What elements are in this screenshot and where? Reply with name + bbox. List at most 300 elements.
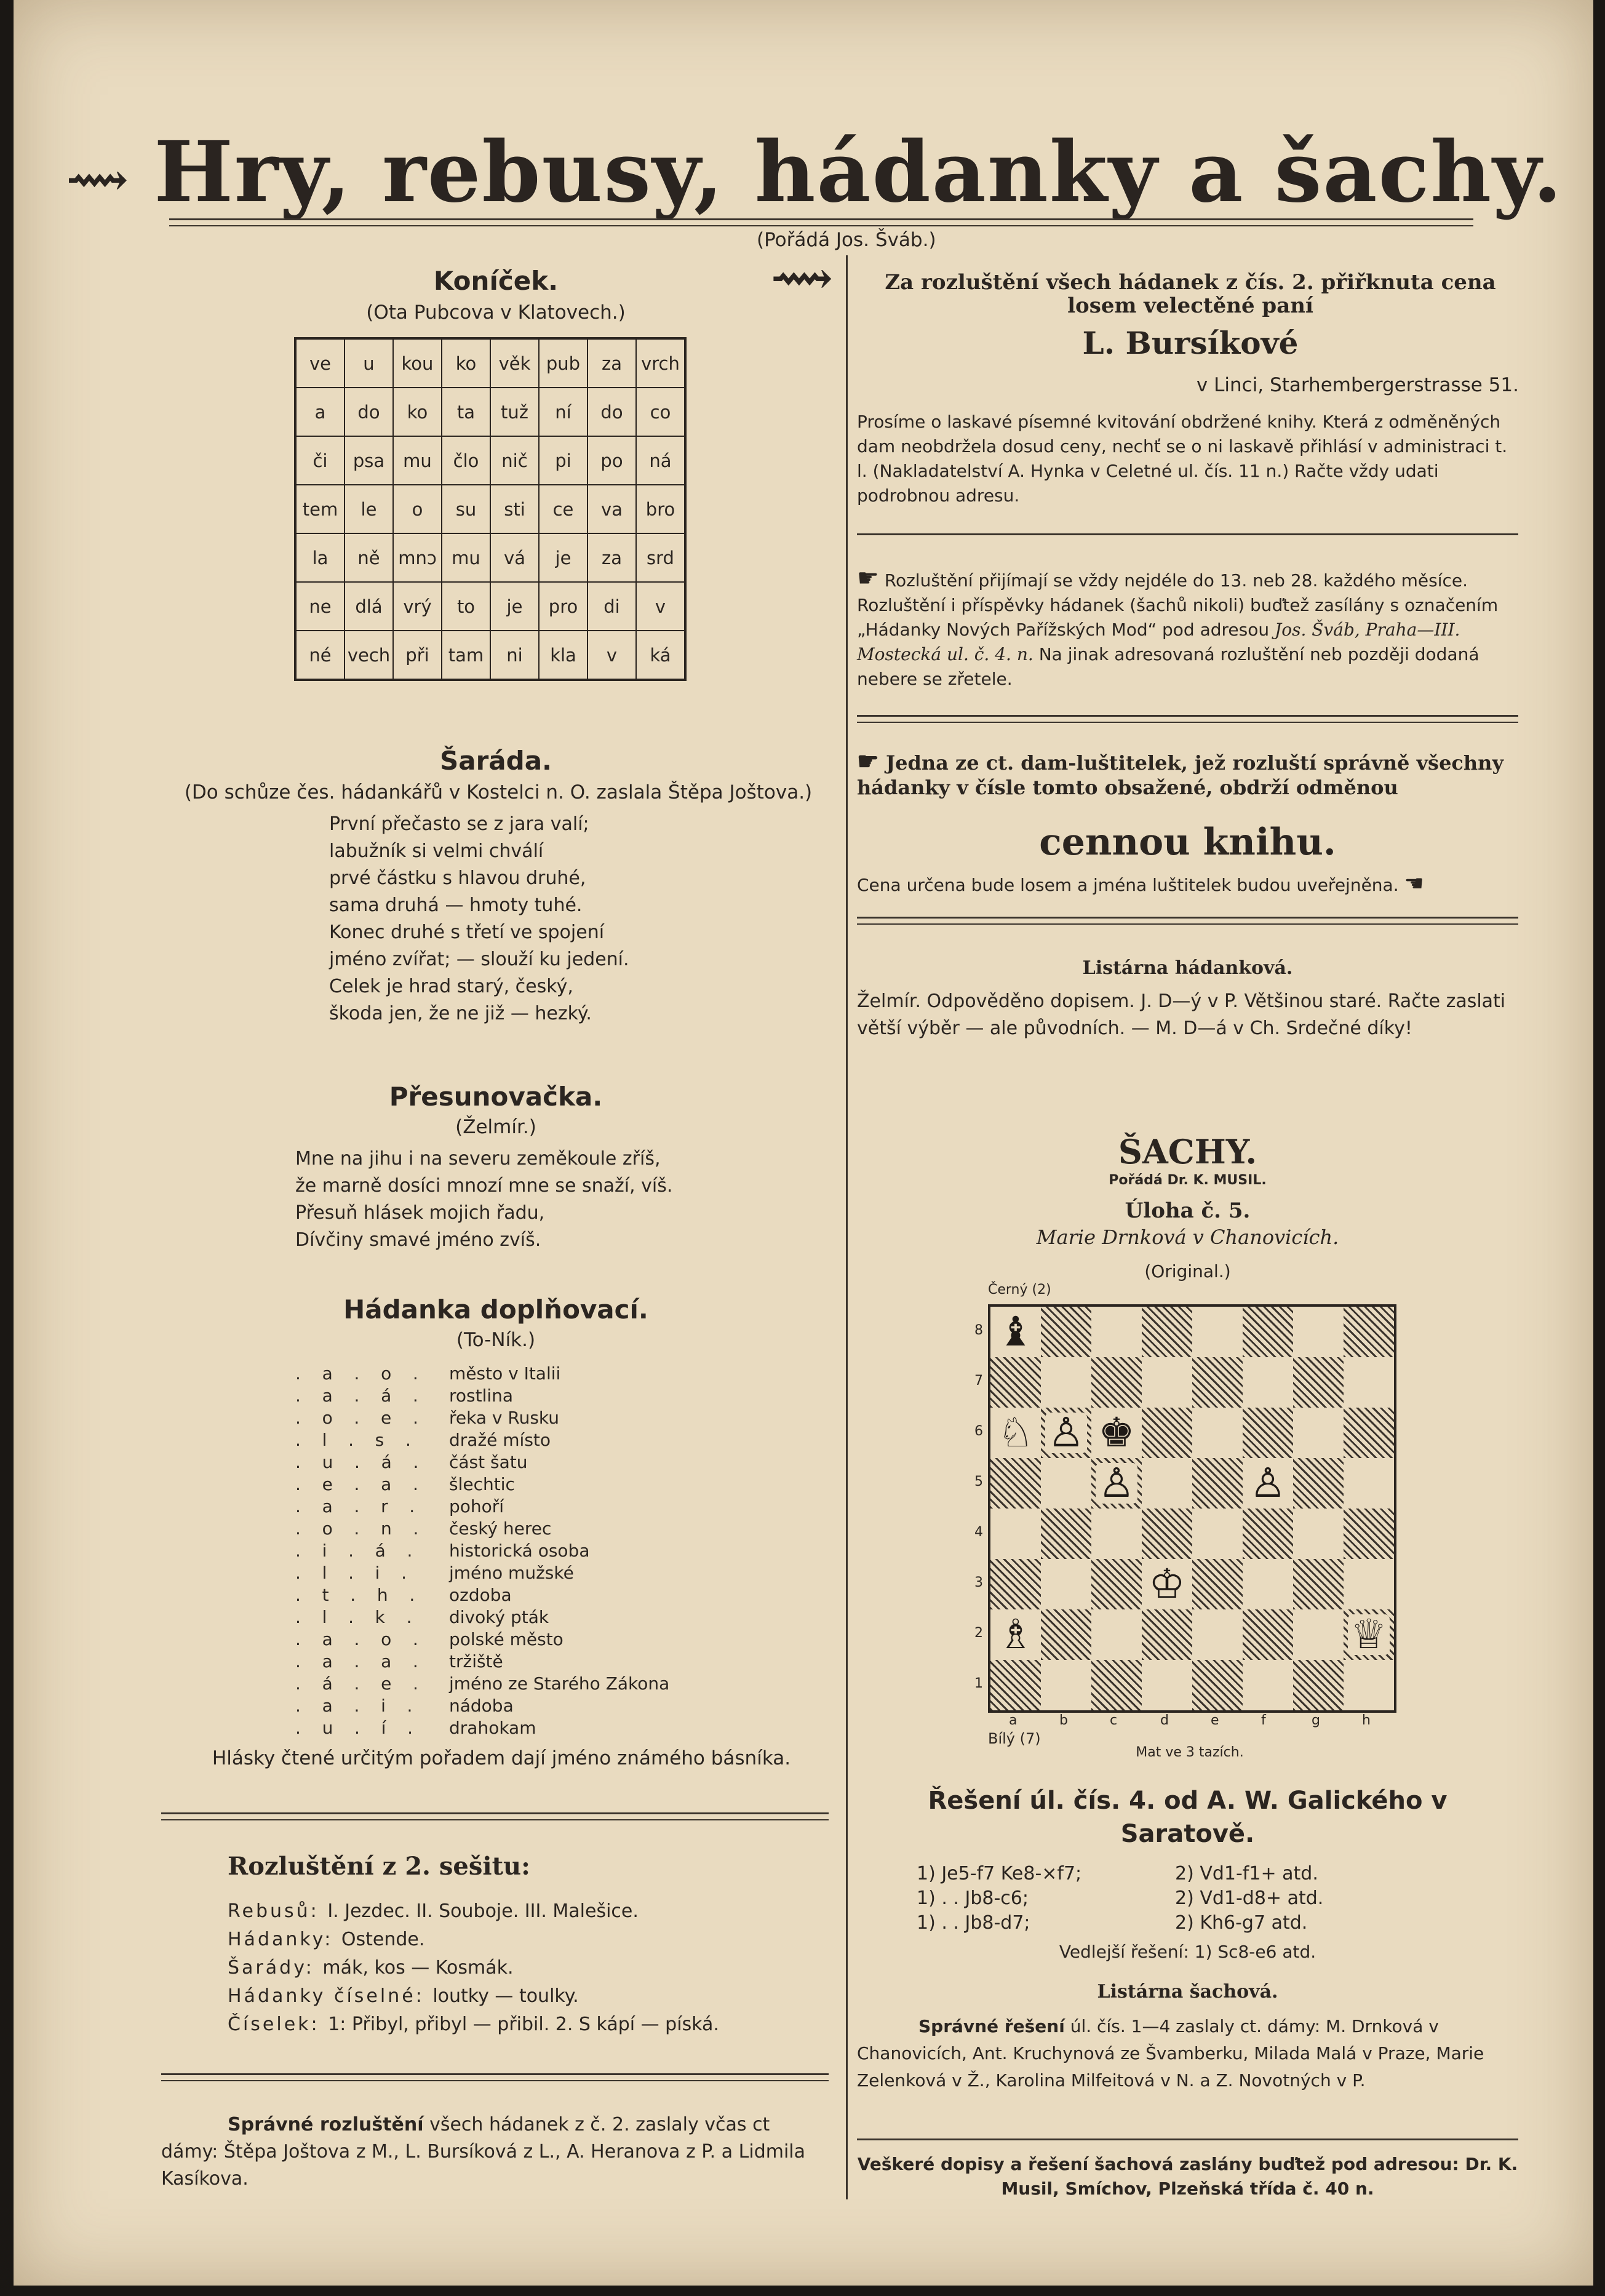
poem-line: Celek je hrad starý, český, <box>329 976 573 997</box>
prize-text: Prosíme o laskavé písemné kvitování obdržené knihy. Která z odměněných dam neobdržela dosud ceny, nechť se o ni laskavě přihlásí v administraci t. l. (Nakladatelství A. Hynka v Celetné ul. čís. 11 n.) Račte vždy udati podrobnou adresu. <box>857 412 1508 506</box>
prize-address: v Linci, Starhembergerstrasse 51. <box>1196 374 1519 396</box>
piece-glyph: ♙ <box>1045 1413 1086 1453</box>
column-divider <box>846 255 848 2199</box>
square-b5 <box>1041 1458 1091 1509</box>
grid-cell: ně <box>344 533 393 582</box>
square-e7 <box>1192 1357 1243 1408</box>
square-d2 <box>1142 1609 1192 1660</box>
definition: šlechtic <box>449 1474 515 1494</box>
pattern: . e . a . <box>295 1474 420 1494</box>
pattern: . a . á . <box>295 1385 420 1406</box>
square-g7 <box>1293 1357 1344 1408</box>
poem-line: Dívčiny smavé jméno zvíš. <box>295 1229 541 1251</box>
solution-label: Číselek: <box>228 2014 329 2035</box>
definition: rostlina <box>449 1385 514 1406</box>
chess-piece <box>1091 1458 1142 1509</box>
pattern: . u . á . <box>295 1452 420 1472</box>
list-item <box>295 1385 787 1408</box>
grid-cell: ní <box>539 388 587 436</box>
square-b7 <box>1041 1357 1091 1408</box>
square-h7 <box>1344 1357 1394 1408</box>
grid-cell: vech <box>344 631 393 680</box>
square-d6 <box>1142 1408 1192 1458</box>
chess-piece <box>1243 1458 1293 1509</box>
doplnovaci-title: Hádanka doplňovací. <box>343 1294 648 1325</box>
pattern: . a . a . <box>295 1651 420 1672</box>
rank-label: 2 <box>974 1625 983 1641</box>
square-a1 <box>990 1660 1041 1710</box>
solution-text: Ostende. <box>341 1929 425 1950</box>
pattern: . o . n . <box>295 1518 420 1539</box>
square-g5 <box>1293 1458 1344 1509</box>
square-h8 <box>1344 1307 1394 1357</box>
chess-white-label: Bílý (7) <box>988 1730 1041 1747</box>
list-item <box>295 1651 787 1673</box>
pattern: . a . r . <box>295 1496 416 1517</box>
pattern: . a . o . <box>295 1363 420 1384</box>
grid-cell: člo <box>442 436 490 485</box>
grid-cell: pi <box>539 436 587 485</box>
grid-cell: či <box>295 436 344 485</box>
left-rule-1 <box>161 1812 829 1820</box>
pattern: . t . h . <box>295 1585 416 1605</box>
move-b: 2) Kh6-g7 atd. <box>1175 1912 1308 1934</box>
file-label: e <box>1211 1713 1219 1728</box>
prize-name: L. Bursíkové <box>1082 325 1299 361</box>
chess-original: (Original.) <box>1144 1261 1231 1282</box>
grid-cell: su <box>442 485 490 533</box>
grid-cell: le <box>344 485 393 533</box>
grid-cell: va <box>587 485 636 533</box>
solution-title: Řešení úl. čís. 4. od A. W. Galického v Saratově. <box>928 1787 1448 1848</box>
list-item <box>295 1474 787 1496</box>
chess-correct <box>857 2013 1518 2094</box>
grid-cell: mnɔ <box>393 533 442 582</box>
square-c5 <box>1091 1458 1142 1509</box>
square-g6 <box>1293 1408 1344 1458</box>
correct-solvers <box>161 2111 819 2193</box>
chess-title: ŠACHY. <box>1118 1132 1257 1171</box>
solution-label: Hádanky: <box>228 1929 341 1950</box>
grid-cell: kou <box>393 338 442 388</box>
square-c2 <box>1091 1609 1142 1660</box>
listarna-text: Želmír. Odpověděno dopisem. J. D—ý v P. Většinou staré. Račte zaslati větší výběr — ale původních. — M. D—á v Ch. Srdečné díky! <box>857 991 1506 1039</box>
solution-text: loutky — toulky. <box>432 1985 579 2007</box>
piece-glyph: ♙ <box>1247 1463 1288 1504</box>
file-label: b <box>1059 1713 1068 1728</box>
pointing-hand-icon: ☛ <box>857 564 879 592</box>
definition: drahokam <box>449 1718 536 1738</box>
reward <box>857 749 1518 800</box>
chess-piece <box>990 1307 1041 1357</box>
poem-line: Přesuň hlásek mojich řadu, <box>295 1202 545 1224</box>
square-f6 <box>1243 1408 1293 1458</box>
move-a: 1) . . Jb8-c6; <box>917 1887 1029 1909</box>
rank-label: 7 <box>974 1373 983 1389</box>
pattern: . a . o . <box>295 1629 420 1649</box>
grid-cell: o <box>393 485 442 533</box>
square-f4 <box>1243 1509 1293 1559</box>
definition: tržiště <box>449 1651 503 1672</box>
piece-glyph: ♔ <box>1146 1564 1187 1604</box>
definition: město v Italii <box>449 1363 561 1384</box>
sarada-author: (Do schůze čes. hádankářů v Kostelci n. O. zaslala Štěpa Joštova.) <box>184 781 813 803</box>
square-h1 <box>1344 1660 1394 1710</box>
presunovacka-title: Přesunovačka. <box>389 1082 603 1112</box>
file-label: f <box>1261 1713 1266 1728</box>
list-item <box>295 1518 787 1541</box>
definition: pohoří <box>449 1496 504 1517</box>
right-rule-2 <box>857 715 1518 723</box>
definition: divoký pták <box>449 1607 549 1627</box>
square-f2 <box>1243 1609 1293 1660</box>
sarada-poem <box>329 811 629 1027</box>
poem-line: prvé částku s hlavou druhé, <box>329 867 586 889</box>
solution-line <box>228 1897 719 1926</box>
chess-piece <box>990 1609 1041 1660</box>
list-item <box>295 1696 787 1718</box>
grid-cell: né <box>295 631 344 680</box>
grid-row <box>295 388 685 436</box>
solution-text: 1: Přibyl, přibyl — přibil. 2. S kápí — píská. <box>328 2014 719 2035</box>
grid-cell: vrý <box>393 582 442 631</box>
correct-text: všech hádanek z č. 2. zaslaly včas ct dámy: Štěpa Joštova z M., L. Bursíková z L., A. Heranova z P. a Lidmila Kasíkova. <box>161 2114 806 2190</box>
piece-glyph: ♚ <box>1096 1413 1137 1453</box>
konicek-grid <box>294 337 687 681</box>
definition: historická osoba <box>449 1541 590 1561</box>
grid-cell: sti <box>490 485 539 533</box>
solution-label: Šarády: <box>228 1957 323 1979</box>
square-d3 <box>1142 1559 1192 1609</box>
file-label: g <box>1312 1713 1320 1728</box>
piece-glyph: ♙ <box>1096 1463 1137 1504</box>
pattern: . l . s . <box>295 1430 412 1450</box>
reward-note-text: Cena určena bude losem a jména luštitelek budou uveřejněna. <box>857 875 1399 895</box>
list-item <box>295 1673 787 1696</box>
chess-by: Pořádá Dr. K. MUSIL. <box>1109 1173 1267 1188</box>
square-e4 <box>1192 1509 1243 1559</box>
chess-correct-text: úl. čís. 1—4 zaslaly ct. dámy: M. Drnková v Chanovicích, Ant. Kruchynová ze Švamberku, Milada Malá v Praze, Marie Zelenková v Ž., Karolina Milfeitová v N. a Z. Novotných v P. <box>857 2016 1484 2091</box>
square-c1 <box>1091 1660 1142 1710</box>
square-e8 <box>1192 1307 1243 1357</box>
notice-text-2: Na jinak adresovaná rozluštění neb později dodaná nebere se zřetele. <box>857 644 1480 689</box>
poem-line: jméno zvířat; — slouží ku jedení. <box>329 949 629 970</box>
file-label: a <box>1009 1713 1018 1728</box>
piece-glyph: ♗ <box>995 1614 1036 1655</box>
solution-line <box>228 2011 719 2039</box>
chess-mate: Mat ve 3 tazích. <box>1136 1745 1244 1760</box>
grid-cell: mu <box>442 533 490 582</box>
piece-glyph: ♝ <box>995 1312 1036 1352</box>
grid-cell: tam <box>442 631 490 680</box>
grid-cell: ta <box>442 388 490 436</box>
file-label: d <box>1160 1713 1169 1728</box>
grid-cell: u <box>344 338 393 388</box>
chess-piece <box>1344 1609 1394 1660</box>
right-rule-1 <box>857 533 1518 535</box>
square-b1 <box>1041 1660 1091 1710</box>
square-a7 <box>990 1357 1041 1408</box>
square-d1 <box>1142 1660 1192 1710</box>
list-item <box>295 1563 787 1585</box>
piece-glyph: ♕ <box>1348 1614 1389 1655</box>
square-f8 <box>1243 1307 1293 1357</box>
listarna-title: Listárna hádanková. <box>1082 957 1293 979</box>
definition: nádoba <box>449 1696 514 1716</box>
square-g8 <box>1293 1307 1344 1357</box>
pointing-hand-icon-2: ☛ <box>857 747 879 776</box>
list-item <box>295 1496 787 1518</box>
right-rule-4 <box>857 2139 1518 2140</box>
move-row <box>917 1912 1409 1937</box>
square-g2 <box>1293 1609 1344 1660</box>
poem-line: že marně dosíci mnozí mne se snaží, víš. <box>295 1175 673 1197</box>
grid-cell: tuž <box>490 388 539 436</box>
grid-cell: je <box>490 582 539 631</box>
definition: jméno mužské <box>449 1563 574 1583</box>
grid-cell: ni <box>490 631 539 680</box>
list-item <box>295 1718 787 1740</box>
square-a5 <box>990 1458 1041 1509</box>
right-rule-3 <box>857 917 1518 925</box>
grid-cell: za <box>587 533 636 582</box>
grid-row <box>295 436 685 485</box>
square-d5 <box>1142 1458 1192 1509</box>
subtitle: (Pořádá Jos. Šváb.) <box>757 229 936 251</box>
square-f3 <box>1243 1559 1293 1609</box>
poem-line: První přečasto se z jara valí; <box>329 813 589 835</box>
rank-label: 8 <box>974 1323 983 1338</box>
solution-line <box>228 1926 719 1954</box>
grid-cell: dlá <box>344 582 393 631</box>
grid-cell: za <box>587 338 636 388</box>
konicek-title: Koníček. <box>433 266 559 296</box>
list-item <box>295 1408 787 1430</box>
square-d7 <box>1142 1357 1192 1408</box>
move-row <box>917 1863 1409 1887</box>
chess-piece <box>1041 1408 1091 1458</box>
grid-cell: ne <box>295 582 344 631</box>
solution-label: Rebusů: <box>228 1900 328 1922</box>
square-e5 <box>1192 1458 1243 1509</box>
square-e3 <box>1192 1559 1243 1609</box>
pattern: . a . i . <box>295 1696 414 1716</box>
chess-board <box>988 1304 1396 1713</box>
square-f5 <box>1243 1458 1293 1509</box>
poem-line: Konec druhé s třetí ve spojení <box>329 922 605 943</box>
square-c3 <box>1091 1559 1142 1609</box>
list-item <box>295 1607 787 1629</box>
rank-label: 5 <box>974 1474 983 1489</box>
square-c6 <box>1091 1408 1142 1458</box>
doplnovaci-list <box>295 1363 787 1740</box>
chess-piece <box>990 1408 1041 1458</box>
square-g4 <box>1293 1509 1344 1559</box>
file-label: h <box>1362 1713 1371 1728</box>
poem-line: sama druhá — hmoty tuhé. <box>329 895 583 916</box>
move-b: 2) Vd1-d8+ atd. <box>1175 1887 1324 1909</box>
list-item <box>295 1452 787 1474</box>
list-item <box>295 1430 787 1452</box>
square-h6 <box>1344 1408 1394 1458</box>
solution-label: Hádanky číselné: <box>228 1985 433 2007</box>
grid-cell: la <box>295 533 344 582</box>
definition: polské město <box>449 1629 564 1649</box>
rank-label: 4 <box>974 1525 983 1540</box>
rank-label: 3 <box>974 1575 983 1590</box>
grid-cell: bro <box>636 485 685 533</box>
sarada-title: Šaráda. <box>439 746 552 776</box>
grid-cell: a <box>295 388 344 436</box>
square-b8 <box>1041 1307 1091 1357</box>
chess-listarna-title: Listárna šachová. <box>1097 1981 1278 2003</box>
grid-cell: mu <box>393 436 442 485</box>
pattern: . l . k . <box>295 1607 413 1627</box>
square-a3 <box>990 1559 1041 1609</box>
doplnovaci-author: (To-Ník.) <box>456 1329 536 1351</box>
file-label: c <box>1110 1713 1118 1728</box>
left-rule-2 <box>161 2073 829 2081</box>
grid-cell: do <box>587 388 636 436</box>
grid-cell: pub <box>539 338 587 388</box>
grid-row <box>295 338 685 388</box>
square-b2 <box>1041 1609 1091 1660</box>
solution-text: I. Jezdec. II. Souboje. III. Malešice. <box>327 1900 639 1922</box>
grid-cell: v <box>636 582 685 631</box>
square-c8 <box>1091 1307 1142 1357</box>
notice <box>857 566 1518 692</box>
grid-cell: di <box>587 582 636 631</box>
title-rule <box>169 218 1473 226</box>
chess-piece <box>1142 1559 1192 1609</box>
square-c4 <box>1091 1509 1142 1559</box>
prize-line: Za rozluštění všech hádanek z čís. 2. přiřknuta cena losem velectěné paní <box>885 270 1496 318</box>
grid-cell: vá <box>490 533 539 582</box>
square-d8 <box>1142 1307 1192 1357</box>
square-h4 <box>1344 1509 1394 1559</box>
square-b3 <box>1041 1559 1091 1609</box>
grid-cell: věk <box>490 338 539 388</box>
list-item <box>295 1363 787 1385</box>
grid-cell: co <box>636 388 685 436</box>
konicek-author: (Ota Pubcova v Klatovech.) <box>366 301 626 324</box>
list-item <box>295 1629 787 1651</box>
rozlusteni-title: Rozluštění z 2. sešitu: <box>228 1852 530 1881</box>
square-c7 <box>1091 1357 1142 1408</box>
definition: dražé místo <box>449 1430 551 1450</box>
list-item <box>295 1585 787 1607</box>
definition: řeka v Rusku <box>449 1408 560 1428</box>
square-e1 <box>1192 1660 1243 1710</box>
grid-cell: ná <box>636 436 685 485</box>
square-e6 <box>1192 1408 1243 1458</box>
grid-cell: ko <box>442 338 490 388</box>
reward-line: Jedna ze ct. dam-luštitelek, jež rozluští správně všechny hádanky v čísle tomto obsažené, obdrží odměnou <box>857 751 1504 799</box>
square-b6 <box>1041 1408 1091 1458</box>
left-flourish-icon: ⟿ <box>66 153 130 205</box>
correct-label: Správné rozluštění <box>228 2114 424 2135</box>
doplnovaci-note: Hlásky čtené určitým pořadem dají jméno známého básníka. <box>212 1747 791 1769</box>
rank-label: 1 <box>974 1676 983 1691</box>
reward-note <box>857 871 1518 896</box>
square-d4 <box>1142 1509 1192 1559</box>
pattern: . i . á . <box>295 1541 414 1561</box>
pattern: . l . i . <box>295 1563 408 1583</box>
square-a8 <box>990 1307 1041 1357</box>
grid-row <box>295 533 685 582</box>
pointing-hand-icon-3: ☚ <box>1404 871 1424 896</box>
list-item <box>295 1541 787 1563</box>
grid-row <box>295 631 685 680</box>
reward-big: cennou knihu. <box>1039 821 1336 864</box>
grid-cell: do <box>344 388 393 436</box>
square-e2 <box>1192 1609 1243 1660</box>
grid-cell: vrch <box>636 338 685 388</box>
notice-address: Jos. Šváb, Praha—III. Mostecká ul. č. 4. n. <box>857 620 1460 664</box>
poem-line: Mne na jihu i na severu zeměkoule zříš, <box>295 1148 661 1170</box>
poem-line: škoda jen, že ne již — hezký. <box>329 1003 592 1024</box>
pattern: . u . í . <box>295 1718 415 1738</box>
definition: jméno ze Starého Zákona <box>449 1673 670 1694</box>
solution-moves <box>917 1863 1409 1937</box>
square-a4 <box>990 1509 1041 1559</box>
square-f1 <box>1243 1660 1293 1710</box>
square-g1 <box>1293 1660 1344 1710</box>
right-flourish-icon: ⟿ <box>771 252 834 303</box>
move-a: 1) . . Jb8-d7; <box>917 1912 1030 1934</box>
move-a: 1) Je5-f7 Ke8-×f7; <box>917 1863 1082 1884</box>
chess-footer: Veškeré dopisy a řešení šachová zaslány buďtež pod adresou: Dr. K. Musil, Smíchov, Plzeňská třída č. 40 n. <box>857 2154 1518 2199</box>
chess-task: Úloha č. 5. <box>1125 1198 1251 1223</box>
definition: ozdoba <box>449 1585 512 1605</box>
grid-cell: je <box>539 533 587 582</box>
square-a2 <box>990 1609 1041 1660</box>
square-h2 <box>1344 1609 1394 1660</box>
square-a6 <box>990 1408 1041 1458</box>
pattern: . o . e . <box>295 1408 420 1428</box>
presunovacka-author: (Želmír.) <box>455 1116 536 1138</box>
chess-author: Marie Drnková v Chanovicích. <box>1036 1226 1339 1249</box>
piece-glyph: ♘ <box>995 1413 1036 1453</box>
solution-line <box>228 1982 719 2011</box>
grid-cell: ce <box>539 485 587 533</box>
grid-cell: tem <box>295 485 344 533</box>
notice-text-1: Rozluštění přijímají se vždy nejdéle do 13. neb 28. každého měsíce. Rozluštění i příspěvky hádanek (šachů nikoli) buďtež zasílány s označením „Hádanky Nových Pařížských Mod“ pod adresou <box>857 570 1499 640</box>
grid-cell: ká <box>636 631 685 680</box>
presunovacka-poem <box>295 1146 672 1254</box>
title-text: Hry, rebusy, hádanky a šachy. <box>154 123 1563 221</box>
square-f7 <box>1243 1357 1293 1408</box>
solution-text: mák, kos — Kosmák. <box>322 1957 514 1979</box>
side-solution: Vedlejší řešení: 1) Sc8-e6 atd. <box>1059 1942 1316 1962</box>
square-g3 <box>1293 1559 1344 1609</box>
grid-cell: psa <box>344 436 393 485</box>
grid-cell: po <box>587 436 636 485</box>
pattern: . á . e . <box>295 1673 420 1694</box>
grid-row <box>295 582 685 631</box>
grid-cell: pro <box>539 582 587 631</box>
rozlusteni-lines <box>228 1897 719 2039</box>
grid-cell: v <box>587 631 636 680</box>
definition: část šatu <box>449 1452 528 1472</box>
rank-label: 6 <box>974 1424 983 1439</box>
grid-cell: srd <box>636 533 685 582</box>
grid-cell: to <box>442 582 490 631</box>
chess-black-label: Černý (2) <box>988 1282 1051 1297</box>
chess-piece <box>1091 1408 1142 1458</box>
definition: český herec <box>449 1518 552 1539</box>
chess-correct-label: Správné řešení <box>918 2016 1065 2036</box>
